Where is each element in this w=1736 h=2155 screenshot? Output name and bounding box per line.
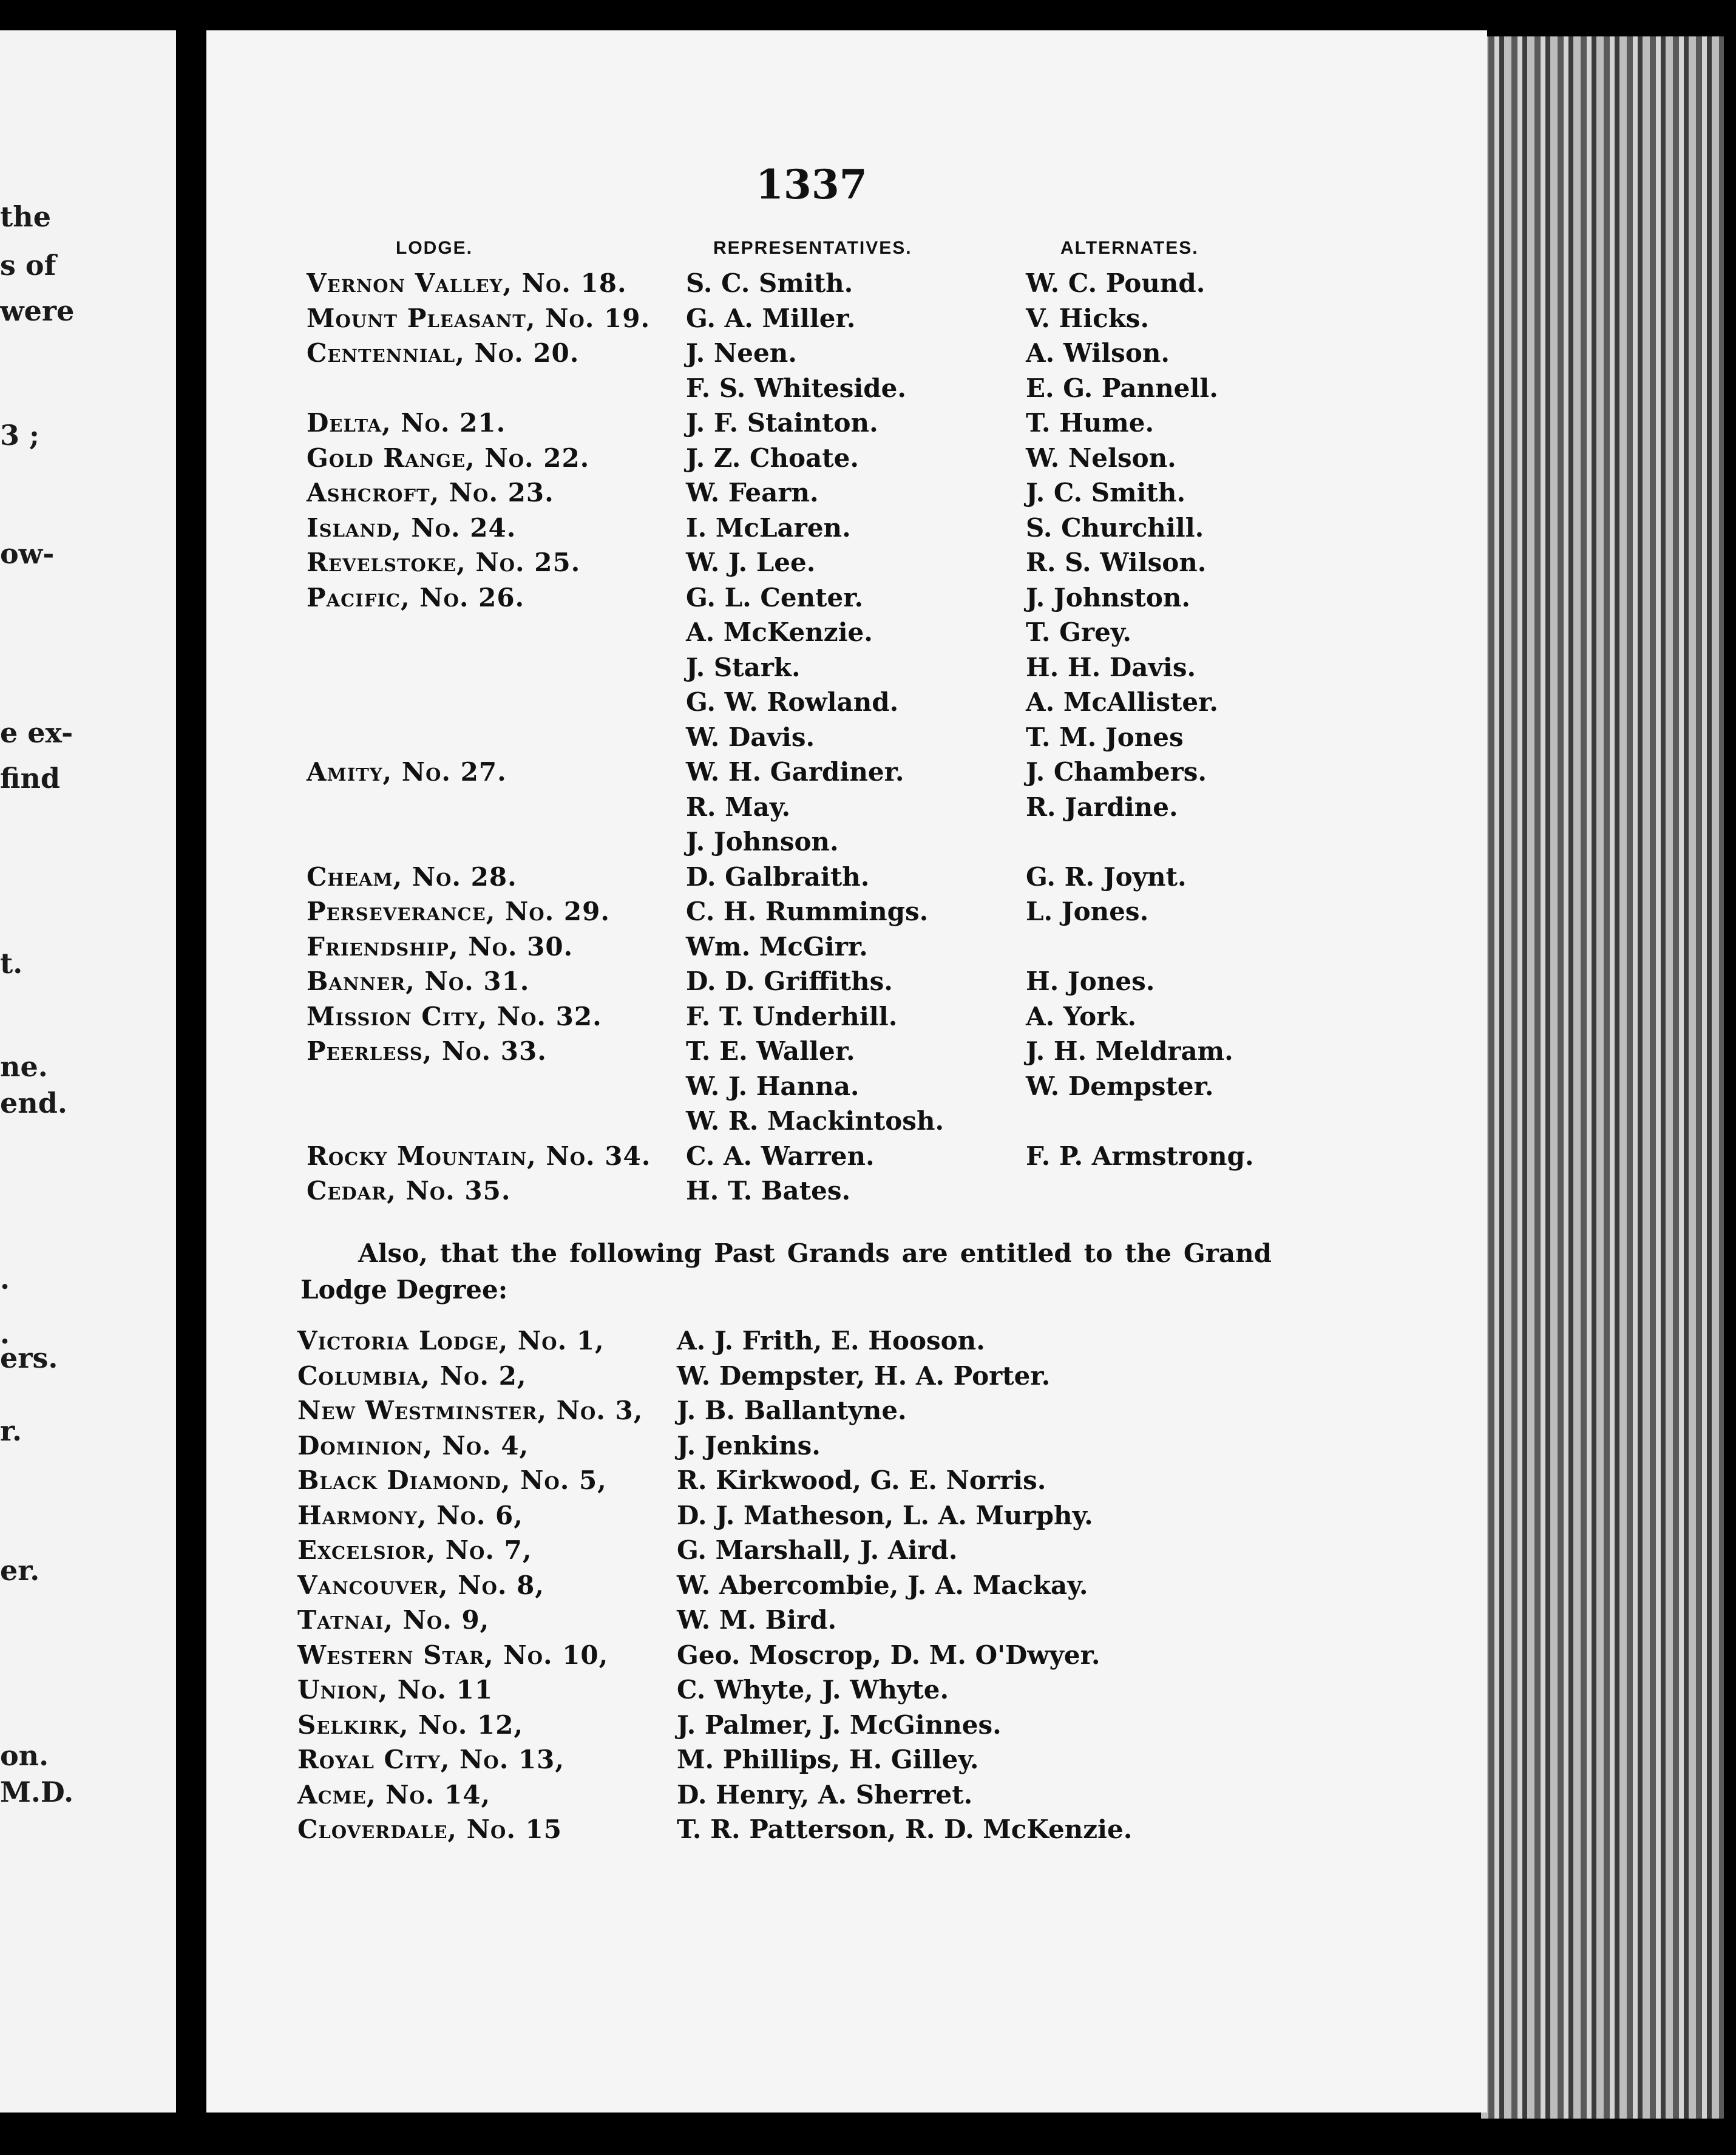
representative-cell: W. Fearn. (686, 478, 819, 507)
lodge-cell: Rocky Mountain, No. 34. (307, 1141, 651, 1171)
past-grand-names: W. Abercombie, J. A. Mackay. (677, 1570, 1088, 1600)
representative-cell: G. A. Miller. (686, 303, 856, 333)
list-item (0, 1742, 1736, 1777)
table-row (0, 406, 1736, 441)
representative-cell: A. McKenzie. (686, 617, 873, 647)
past-grand-lodge: Tatnai, No. 9, (297, 1605, 490, 1635)
table-row (0, 1034, 1736, 1069)
lodge-cell: Perseverance, No. 29. (307, 897, 610, 926)
lodge-cell: Centennial, No. 20. (307, 338, 580, 368)
alternate-cell: J. H. Meldram. (1026, 1036, 1233, 1066)
representative-cell: R. May. (686, 792, 791, 822)
left-page-fragment: were (0, 294, 75, 327)
representative-cell: J. F. Stainton. (686, 408, 878, 438)
list-item (0, 1393, 1736, 1428)
table-row (0, 336, 1736, 371)
lodge-cell: Mount Pleasant, No. 19. (307, 303, 651, 333)
table-row (0, 964, 1736, 999)
alternate-cell: T. Hume. (1026, 408, 1155, 438)
past-grand-lodge: Western Star, No. 10, (297, 1640, 609, 1670)
past-grand-names: D. J. Matheson, L. A. Murphy. (677, 1500, 1093, 1530)
table-row (0, 1069, 1736, 1104)
representative-cell: F. T. Underhill. (686, 1001, 898, 1031)
table-row (0, 266, 1736, 301)
alternate-cell: F. P. Armstrong. (1026, 1141, 1254, 1171)
past-grand-lodge: New Westminster, No. 3, (297, 1396, 643, 1425)
past-grand-lodge: Union, No. 11 (297, 1675, 493, 1705)
representative-cell: G. L. Center. (686, 582, 864, 613)
past-grand-lodge: Harmony, No. 6, (297, 1500, 523, 1530)
past-grand-names: J. Palmer, J. McGinnes. (677, 1709, 1002, 1740)
past-grand-lodge: Royal City, No. 13, (297, 1745, 565, 1774)
past-grand-names: J. B. Ballantyne. (677, 1396, 907, 1425)
left-page-fragment: e ex- (0, 716, 73, 749)
left-page-fragment: ow- (0, 537, 55, 570)
table-row (0, 580, 1736, 616)
table-row (0, 441, 1736, 476)
lodge-cell: Amity, No. 27. (307, 757, 507, 787)
alternate-cell: T. M. Jones (1026, 722, 1184, 752)
left-page-fragment: er. (0, 1554, 40, 1587)
representative-cell: D. Galbraith. (686, 861, 870, 892)
past-grand-lodge: Victoria Lodge, No. 1, (297, 1326, 605, 1356)
past-grand-names: R. Kirkwood, G. E. Norris. (677, 1465, 1046, 1495)
list-item (0, 1568, 1736, 1603)
representative-cell: W. H. Gardiner. (686, 757, 904, 787)
table-row (0, 371, 1736, 406)
left-page-fragment: . (0, 1317, 10, 1350)
lodge-cell: Mission City, No. 32. (307, 1001, 602, 1031)
list-item (0, 1777, 1736, 1812)
lodge-cell: Vernon Valley, No. 18. (307, 268, 627, 298)
lodge-cell: Revelstoke, No. 25. (307, 548, 581, 577)
list-item (0, 1428, 1736, 1463)
alternate-cell: H. H. Davis. (1026, 652, 1196, 682)
representative-cell: G. W. Rowland. (686, 687, 899, 717)
table-row (0, 545, 1736, 580)
representative-cell: W. J. Hanna. (686, 1071, 860, 1101)
table-row (0, 475, 1736, 511)
past-grand-lodge: Dominion, No. 4, (297, 1430, 529, 1461)
alternate-cell: J. Johnston. (1026, 582, 1191, 613)
past-grand-names: M. Phillips, H. Gilley. (677, 1745, 979, 1774)
table-row (0, 755, 1736, 790)
table-row (0, 615, 1736, 650)
table-row (0, 511, 1736, 546)
alternate-cell: A. Wilson. (1026, 338, 1170, 368)
left-page-fragment: find (0, 762, 61, 795)
past-grands-intro: Also, that the following Past Grands are entitled to the Grand Lodge Degree: (300, 1238, 1272, 1305)
header-lodge: LODGE. (396, 238, 473, 258)
past-grand-lodge: Excelsior, No. 7, (297, 1535, 532, 1565)
past-grand-lodge: Selkirk, No. 12, (297, 1709, 524, 1740)
table-row (0, 720, 1736, 755)
left-page-fragment: t. (0, 947, 23, 980)
representative-cell: I. McLaren. (686, 512, 851, 543)
lodge-cell: Ashcroft, No. 23. (307, 478, 554, 507)
alternate-cell: V. Hicks. (1026, 303, 1150, 333)
table-row (0, 790, 1736, 825)
table-row (0, 301, 1736, 336)
table-row (0, 650, 1736, 685)
alternate-cell: L. Jones. (1026, 897, 1149, 926)
representative-cell: C. H. Rummings. (686, 897, 929, 926)
list-item (0, 1638, 1736, 1672)
table-row (0, 929, 1736, 965)
representative-cell: J. Johnson. (686, 827, 839, 857)
past-grand-lodge: Acme, No. 14, (297, 1779, 491, 1810)
table-row (0, 894, 1736, 929)
list-item (0, 1603, 1736, 1637)
representative-cell: J. Neen. (686, 338, 797, 368)
left-page-fragment: s of (0, 249, 56, 282)
past-grand-names: D. Henry, A. Sherret. (677, 1779, 973, 1810)
representative-cell: H. T. Bates. (686, 1176, 851, 1206)
alternate-cell: H. Jones. (1026, 966, 1155, 996)
representative-cell: D. D. Griffiths. (686, 966, 893, 996)
table-row (0, 860, 1736, 895)
alternate-cell: W. C. Pound. (1026, 268, 1205, 298)
table-row (0, 999, 1736, 1034)
past-grand-names: W. M. Bird. (677, 1605, 837, 1635)
lodge-cell: Pacific, No. 26. (307, 582, 525, 613)
lodge-cell: Delta, No. 21. (307, 408, 506, 438)
representative-cell: Wm. McGirr. (686, 931, 868, 962)
past-grand-names: Geo. Moscrop, D. M. O'Dwyer. (677, 1640, 1100, 1670)
alternate-cell: A. McAllister. (1026, 687, 1219, 717)
list-item (0, 1812, 1736, 1847)
left-page-fragment: ne. (0, 1050, 48, 1083)
past-grand-lodge: Black Diamond, No. 5, (297, 1465, 607, 1495)
left-page-fragment: r. (0, 1414, 22, 1447)
representative-cell: W. Davis. (686, 722, 815, 752)
table-row (0, 1139, 1736, 1174)
list-item (0, 1708, 1736, 1742)
representative-cell: C. A. Warren. (686, 1141, 875, 1171)
left-page-fragment: on. (0, 1739, 49, 1772)
past-grand-lodge: Vancouver, No. 8, (297, 1570, 544, 1600)
past-grand-names: T. R. Patterson, R. D. McKenzie. (677, 1814, 1133, 1844)
lodge-cell: Peerless, No. 33. (307, 1036, 547, 1066)
left-page-fragment: the (0, 200, 51, 233)
past-grand-lodge: Cloverdale, No. 15 (297, 1814, 563, 1844)
list-item (0, 1498, 1736, 1533)
alternate-cell: S. Churchill. (1026, 512, 1204, 543)
page-number: 1337 (756, 161, 867, 208)
left-page-fragment: . (0, 1263, 10, 1295)
alternate-cell: R. S. Wilson. (1026, 548, 1207, 577)
header-representatives: REPRESENTATIVES. (713, 238, 912, 258)
alternate-cell: W. Nelson. (1026, 443, 1176, 473)
table-row (0, 1173, 1736, 1209)
lodge-cell: Cheam, No. 28. (307, 861, 517, 892)
representative-cell: T. E. Waller. (686, 1036, 855, 1066)
table-row (0, 685, 1736, 720)
alternate-cell: G. R. Joynt. (1026, 861, 1187, 892)
list-item (0, 1323, 1736, 1358)
past-grand-lodge: Columbia, No. 2, (297, 1360, 527, 1391)
alternate-cell: J. C. Smith. (1026, 478, 1186, 507)
alternate-cell: E. G. Pannell. (1026, 373, 1218, 403)
lodge-cell: Island, No. 24. (307, 512, 517, 543)
past-grand-names: G. Marshall, J. Aird. (677, 1535, 958, 1565)
alternate-cell: T. Grey. (1026, 617, 1132, 647)
table-row (0, 824, 1736, 860)
left-page-fragment: 3 ; (0, 419, 40, 452)
past-grand-names: W. Dempster, H. A. Porter. (677, 1360, 1051, 1391)
alternate-cell: J. Chambers. (1026, 757, 1207, 787)
representative-cell: F. S. Whiteside. (686, 373, 907, 403)
list-item (0, 1533, 1736, 1567)
alternate-cell: A. York. (1026, 1001, 1137, 1031)
table-row (0, 1104, 1736, 1139)
header-alternates: ALTERNATES. (1060, 238, 1199, 258)
past-grand-names: J. Jenkins. (677, 1430, 821, 1461)
left-page-fragment: M.D. (0, 1776, 74, 1808)
representative-cell: S. C. Smith. (686, 268, 853, 298)
left-page-fragment: ers. (0, 1342, 58, 1374)
list-item (0, 1672, 1736, 1707)
representative-cell: W. R. Mackintosh. (686, 1106, 944, 1136)
representative-cell: J. Z. Choate. (686, 443, 859, 473)
lodge-cell: Gold Range, No. 22. (307, 443, 590, 473)
lodge-cell: Friendship, No. 30. (307, 931, 574, 962)
past-grand-names: A. J. Frith, E. Hooson. (677, 1326, 985, 1356)
list-item (0, 1359, 1736, 1393)
list-item (0, 1463, 1736, 1498)
representative-cell: W. J. Lee. (686, 548, 816, 577)
past-grand-names: C. Whyte, J. Whyte. (677, 1675, 949, 1705)
alternate-cell: W. Dempster. (1026, 1071, 1214, 1101)
lodge-cell: Banner, No. 31. (307, 966, 530, 996)
lodge-cell: Cedar, No. 35. (307, 1176, 511, 1206)
representative-cell: J. Stark. (686, 652, 801, 682)
alternate-cell: R. Jardine. (1026, 792, 1178, 822)
left-page-fragment: end. (0, 1087, 67, 1119)
